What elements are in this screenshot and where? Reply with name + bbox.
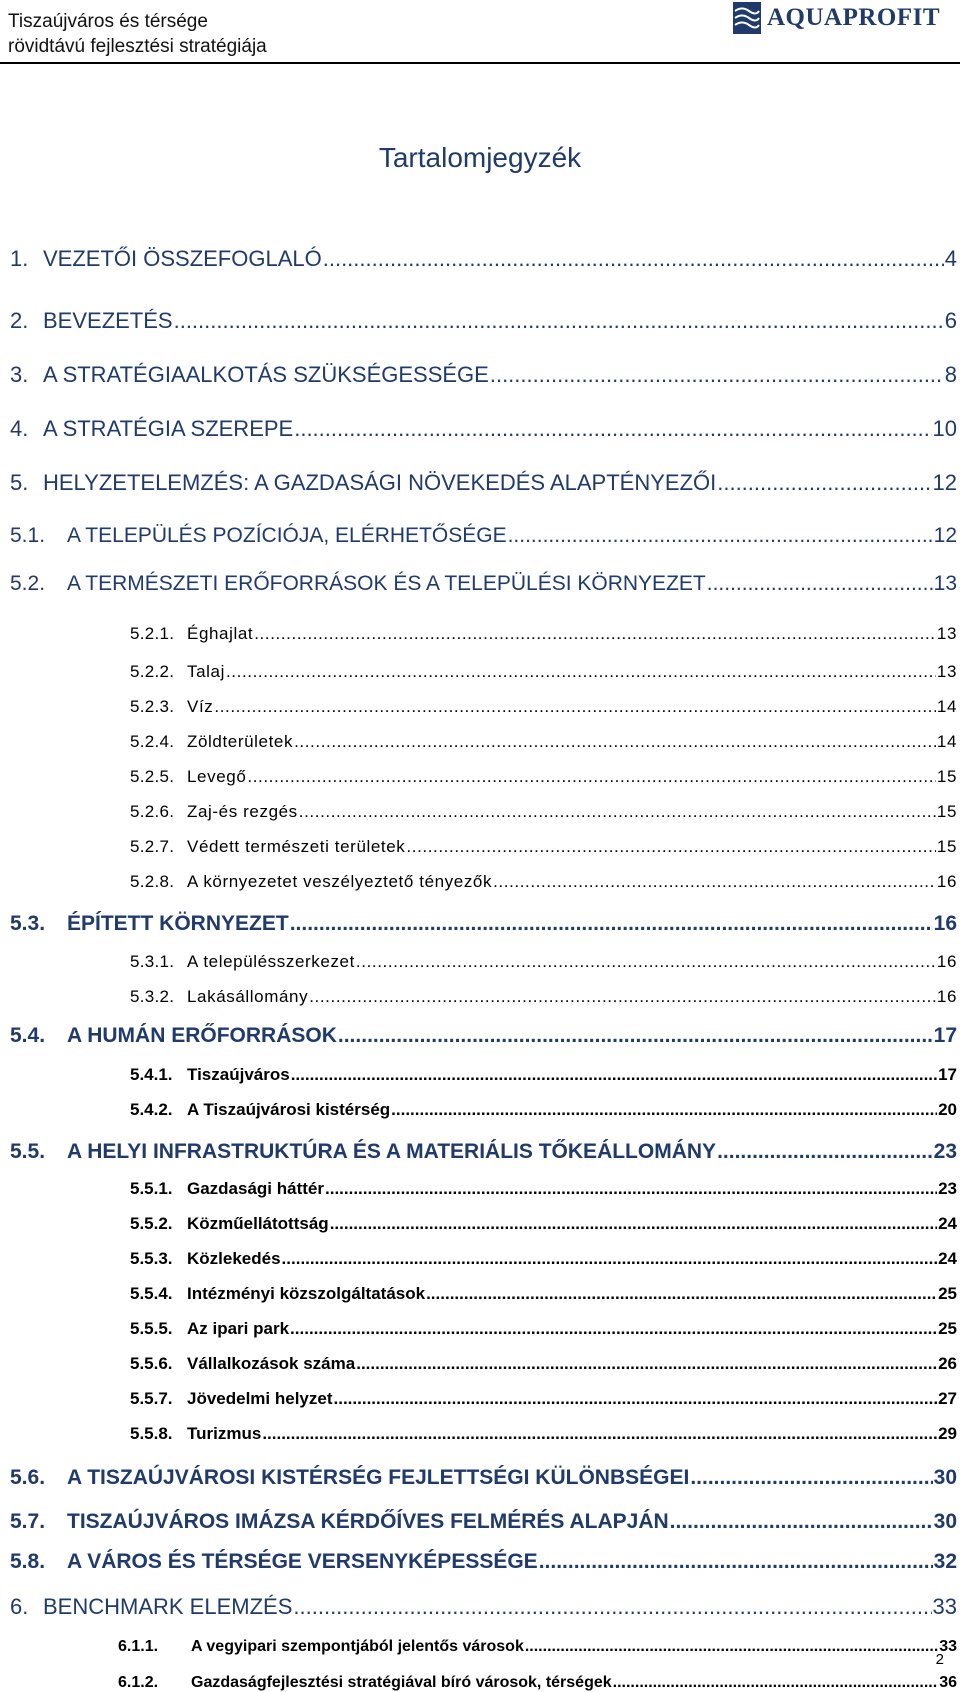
toc-entry-label: A Tiszaújvárosi kistérség	[187, 1100, 391, 1119]
toc-entry-number: 6.	[10, 1594, 29, 1619]
toc-entry[interactable]	[130, 1214, 957, 1234]
toc-entry[interactable]	[130, 1284, 957, 1304]
toc-entry-page: 14	[936, 732, 957, 751]
toc-entry-number: 5.4.	[10, 1024, 46, 1047]
toc-entry-page: 10	[932, 416, 957, 441]
toc-entry[interactable]	[10, 1550, 957, 1574]
toc-dot-leader	[539, 1550, 933, 1574]
toc-entry-label: Víz	[187, 697, 214, 716]
toc-entry-page: 12	[933, 524, 957, 547]
toc-entry-label: VEZETŐI ÖSSZEFOGLALÓ	[43, 246, 322, 271]
toc-dot-leader	[508, 524, 933, 548]
toc-dot-leader	[717, 1140, 933, 1164]
toc-dot-leader	[338, 1024, 933, 1048]
toc-dot-leader	[690, 1466, 932, 1490]
toc-entry-label: Turizmus	[187, 1424, 262, 1443]
toc-entry-label: Vállalkozások száma	[187, 1354, 356, 1373]
toc-dot-leader	[226, 662, 936, 682]
toc-entry-number: 5.2.5.	[130, 767, 175, 786]
toc-dot-leader	[323, 246, 944, 272]
toc-dot-leader	[707, 572, 933, 596]
toc-entry-number: 5.4.1.	[130, 1065, 173, 1084]
toc-entry-number: 5.5.2.	[130, 1214, 173, 1233]
toc-dot-leader	[670, 1510, 933, 1534]
toc-dot-leader	[294, 732, 936, 752]
toc-entry-number: 5.5.	[10, 1140, 46, 1163]
toc-entry-number: 5.2.6.	[130, 802, 175, 821]
toc-entry-number: 5.1.	[10, 524, 46, 547]
toc-entry[interactable]	[130, 1354, 957, 1374]
toc-entry-label: A STRATÉGIA SZEREPE	[43, 416, 294, 441]
toc-entry-page: 25	[938, 1319, 957, 1338]
toc-dot-leader	[214, 697, 936, 717]
toc-dot-leader	[525, 1638, 938, 1656]
toc-entry-page: 24	[938, 1214, 957, 1233]
toc-entry-number: 5.6.	[10, 1466, 46, 1489]
toc-entry-page: 16	[936, 872, 957, 891]
toc-entry-number: 5.2.1.	[130, 624, 175, 643]
toc-dot-leader	[282, 1249, 938, 1269]
toc-entry[interactable]	[130, 872, 957, 892]
toc-entry[interactable]	[10, 1594, 957, 1620]
toc-dot-leader	[613, 1674, 939, 1692]
toc-entry[interactable]	[10, 1466, 957, 1490]
toc-entry[interactable]	[10, 1140, 957, 1164]
toc-entry-number: 5.	[10, 470, 29, 495]
toc-entry-number: 5.5.3.	[130, 1249, 173, 1268]
toc-entry[interactable]	[130, 1100, 957, 1120]
toc-entry-page: 20	[938, 1100, 957, 1119]
toc-entry-label: Közműellátottság	[187, 1214, 329, 1233]
toc-entry[interactable]	[10, 470, 957, 496]
toc-entry[interactable]	[130, 624, 957, 644]
toc-entry[interactable]	[10, 362, 957, 388]
toc-entry-number: 5.3.1.	[130, 952, 175, 971]
toc-entry-page: 17	[938, 1065, 957, 1084]
toc-entry-label: Az ipari park	[187, 1319, 290, 1338]
toc-entry[interactable]	[10, 416, 957, 442]
toc-entry[interactable]	[130, 1249, 957, 1269]
toc-entry[interactable]	[10, 308, 957, 334]
aquaprofit-logo	[733, 0, 940, 36]
toc-entry-page: 16	[936, 987, 957, 1006]
toc-entry-page: 15	[936, 767, 957, 786]
toc-dot-leader	[356, 952, 936, 972]
toc-entry-label: Zöldterületek	[187, 732, 294, 751]
toc-entry-page: 29	[938, 1424, 957, 1443]
logo-text: AQUAPROFIT	[767, 4, 941, 31]
toc-entry[interactable]	[130, 802, 957, 822]
toc-entry-page: 25	[938, 1284, 957, 1303]
toc-entry[interactable]	[118, 1638, 957, 1656]
toc-entry[interactable]	[10, 572, 957, 596]
toc-entry-label: BENCHMARK ELEMZÉS	[43, 1594, 293, 1619]
toc-entry[interactable]	[130, 732, 957, 752]
toc-entry-page: 8	[944, 362, 957, 387]
toc-entry-number: 5.2.4.	[130, 732, 175, 751]
toc-entry-label: Talaj	[187, 662, 225, 681]
wave-logo-icon	[733, 2, 761, 34]
header-line-2: rövidtávú fejlesztési stratégiája	[8, 36, 267, 57]
toc-entry-number: 6.1.2.	[118, 1674, 159, 1691]
toc-entry-number: 5.2.	[10, 572, 46, 595]
toc-entry-page: 36	[939, 1674, 957, 1691]
toc-dot-leader	[330, 1214, 937, 1234]
toc-entry[interactable]	[10, 1024, 957, 1048]
toc-entry-number: 5.2.2.	[130, 662, 175, 681]
toc-entry[interactable]	[130, 1065, 957, 1085]
toc-entry-page: 23	[938, 1179, 957, 1198]
toc-entry[interactable]	[130, 952, 957, 972]
page-header	[0, 0, 960, 64]
toc-entry-page: 15	[936, 802, 957, 821]
header-line-1: Tiszaújváros és térsége	[8, 11, 208, 32]
toc-dot-leader	[290, 1319, 937, 1339]
toc-dot-leader	[406, 837, 935, 857]
toc-dot-leader	[309, 987, 936, 1007]
toc-dot-leader	[254, 624, 936, 644]
toc-dot-leader	[174, 308, 944, 334]
toc-entry-label: A TISZAÚJVÁROSI KISTÉRSÉG FEJLETTSÉGI KÜLÖNBSÉGEI	[67, 1466, 690, 1489]
toc-entry-page: 15	[936, 837, 957, 856]
toc-entry-label: Lakásállomány	[187, 987, 309, 1006]
toc-entry[interactable]	[10, 912, 957, 936]
toc-entry[interactable]	[130, 767, 957, 787]
toc-entry-label: A HELYI INFRASTRUKTÚRA ÉS A MATERIÁLIS TŐKEÁLLOMÁNY	[67, 1140, 717, 1163]
toc-entry-page: 17	[933, 1024, 957, 1047]
toc-entry-number: 5.8.	[10, 1550, 46, 1573]
toc-dot-leader	[290, 912, 933, 936]
toc-entry-page: 4	[944, 246, 957, 271]
toc-entry-label: A vegyipari szempontjából jelentős városok	[191, 1638, 524, 1655]
toc-entry[interactable]	[130, 987, 957, 1007]
toc-entry-page: 6	[944, 308, 957, 333]
toc-entry[interactable]	[130, 1424, 957, 1444]
toc-dot-leader	[391, 1100, 937, 1120]
toc-entry-page: 33	[939, 1638, 957, 1655]
page-title: Tartalomjegyzék	[378, 142, 582, 173]
toc-entry-label: Levegő	[187, 767, 247, 786]
toc-entry-page: 12	[932, 470, 957, 495]
toc-entry-label: A TERMÉSZETI ERŐFORRÁSOK ÉS A TELEPÜLÉSI KÖRNYEZET	[67, 572, 706, 595]
toc-entry-page: 23	[933, 1140, 957, 1163]
toc-entry-number: 5.2.3.	[130, 697, 175, 716]
toc-entry-label: HELYZETELEMZÉS: A GAZDASÁGI NÖVEKEDÉS ALAPTÉNYEZŐI	[43, 470, 717, 495]
toc-entry-label: Jövedelmi helyzet	[187, 1389, 333, 1408]
toc-entry-number: 5.5.4.	[130, 1284, 173, 1303]
toc-entry-number: 5.5.7.	[130, 1389, 173, 1408]
toc-entry-label: A VÁROS ÉS TÉRSÉGE VERSENYKÉPESSÉGE	[67, 1550, 538, 1573]
toc-entry[interactable]	[10, 246, 957, 272]
toc-entry-label: Zaj-és rezgés	[187, 802, 298, 821]
toc-entry-label: TISZAÚJVÁROS IMÁZSA KÉRDŐÍVES FELMÉRÉS ALAPJÁN	[67, 1510, 669, 1533]
toc-entry-page: 26	[938, 1354, 957, 1373]
toc-entry-label: A STRATÉGIAALKOTÁS SZÜKSÉGESSÉGE	[43, 362, 489, 387]
toc-dot-leader	[325, 1179, 937, 1199]
toc-entry-page: 33	[932, 1594, 957, 1619]
toc-entry-label: BEVEZETÉS	[43, 308, 173, 333]
toc-entry-label: Intézményi közszolgáltatások	[187, 1284, 426, 1303]
toc-entry-number: 5.7.	[10, 1510, 46, 1533]
toc-entry-label: A településszerkezet	[187, 952, 355, 971]
toc-entry-number: 5.2.8.	[130, 872, 175, 891]
toc-entry-number: 6.1.1.	[118, 1638, 159, 1655]
toc-entry-label: A környezetet veszélyeztető tényezők	[187, 872, 493, 891]
toc-entry-number: 1.	[10, 246, 29, 271]
toc-dot-leader	[426, 1284, 937, 1304]
toc-entry-label: A HUMÁN ERŐFORRÁSOK	[67, 1024, 337, 1047]
toc-entry-number: 2.	[10, 308, 29, 333]
toc-entry-page: 16	[933, 912, 957, 935]
toc-entry-number: 5.4.2.	[130, 1100, 173, 1119]
toc-entry-page: 13	[936, 624, 957, 643]
toc-entry-number: 5.3.	[10, 912, 46, 935]
toc-entry[interactable]	[118, 1674, 957, 1692]
toc-dot-leader	[299, 802, 936, 822]
toc-entry-page: 32	[933, 1550, 957, 1573]
page-number: 2	[935, 1651, 944, 1668]
toc-entry-page: 13	[933, 572, 957, 595]
toc-dot-leader	[262, 1424, 937, 1444]
toc-entry-label: ÉPÍTETT KÖRNYEZET	[67, 912, 289, 935]
toc-entry-number: 4.	[10, 416, 29, 441]
header-title	[8, 9, 267, 59]
toc-entry-number: 5.3.2.	[130, 987, 175, 1006]
toc-entry-label: Tiszaújváros	[187, 1065, 290, 1084]
toc-entry[interactable]	[130, 837, 957, 857]
toc-entry[interactable]	[130, 662, 957, 682]
toc-dot-leader	[334, 1389, 938, 1409]
toc-entry-number: 5.5.8.	[130, 1424, 173, 1443]
toc-entry-page: 27	[938, 1389, 957, 1408]
toc-entry[interactable]	[130, 1389, 957, 1409]
toc-entry-label: A TELEPÜLÉS POZÍCIÓJA, ELÉRHETŐSÉGE	[67, 524, 507, 547]
toc-entry[interactable]	[10, 524, 957, 548]
toc-dot-leader	[493, 872, 936, 892]
toc-entry[interactable]	[130, 1319, 957, 1339]
toc-entry[interactable]	[130, 697, 957, 717]
toc-entry-page: 13	[936, 662, 957, 681]
toc-entry-label: Gazdaságfejlesztési stratégiával bíró városok, térségek	[191, 1674, 612, 1691]
header-divider	[0, 62, 960, 64]
toc-entry-label: Közlekedés	[187, 1249, 281, 1268]
toc-entry-number: 5.2.7.	[130, 837, 175, 856]
toc-entry-label: Éghajlat	[187, 624, 254, 643]
toc-entry-label: Védett természeti területek	[187, 837, 406, 856]
toc-entry-page: 16	[936, 952, 957, 971]
toc-entry-label: Gazdasági háttér	[187, 1179, 324, 1198]
toc-dot-leader	[247, 767, 936, 787]
toc-entry[interactable]	[130, 1179, 957, 1199]
toc-entry-number: 5.5.1.	[130, 1179, 173, 1198]
toc-entry-number: 5.5.5.	[130, 1319, 173, 1338]
toc-dot-leader	[291, 1065, 937, 1085]
toc-dot-leader	[356, 1354, 937, 1374]
toc-entry[interactable]	[10, 1510, 957, 1534]
toc-entry-number: 3.	[10, 362, 29, 387]
toc-dot-leader	[293, 1594, 931, 1620]
toc-entry-page: 14	[936, 697, 957, 716]
toc-entry-page: 30	[933, 1466, 957, 1489]
toc-entry-page: 30	[933, 1510, 957, 1533]
toc-dot-leader	[490, 362, 944, 388]
toc-entry-number: 5.5.6.	[130, 1354, 173, 1373]
toc-entry-page: 24	[938, 1249, 957, 1268]
toc-dot-leader	[717, 470, 931, 496]
toc-dot-leader	[294, 416, 931, 442]
